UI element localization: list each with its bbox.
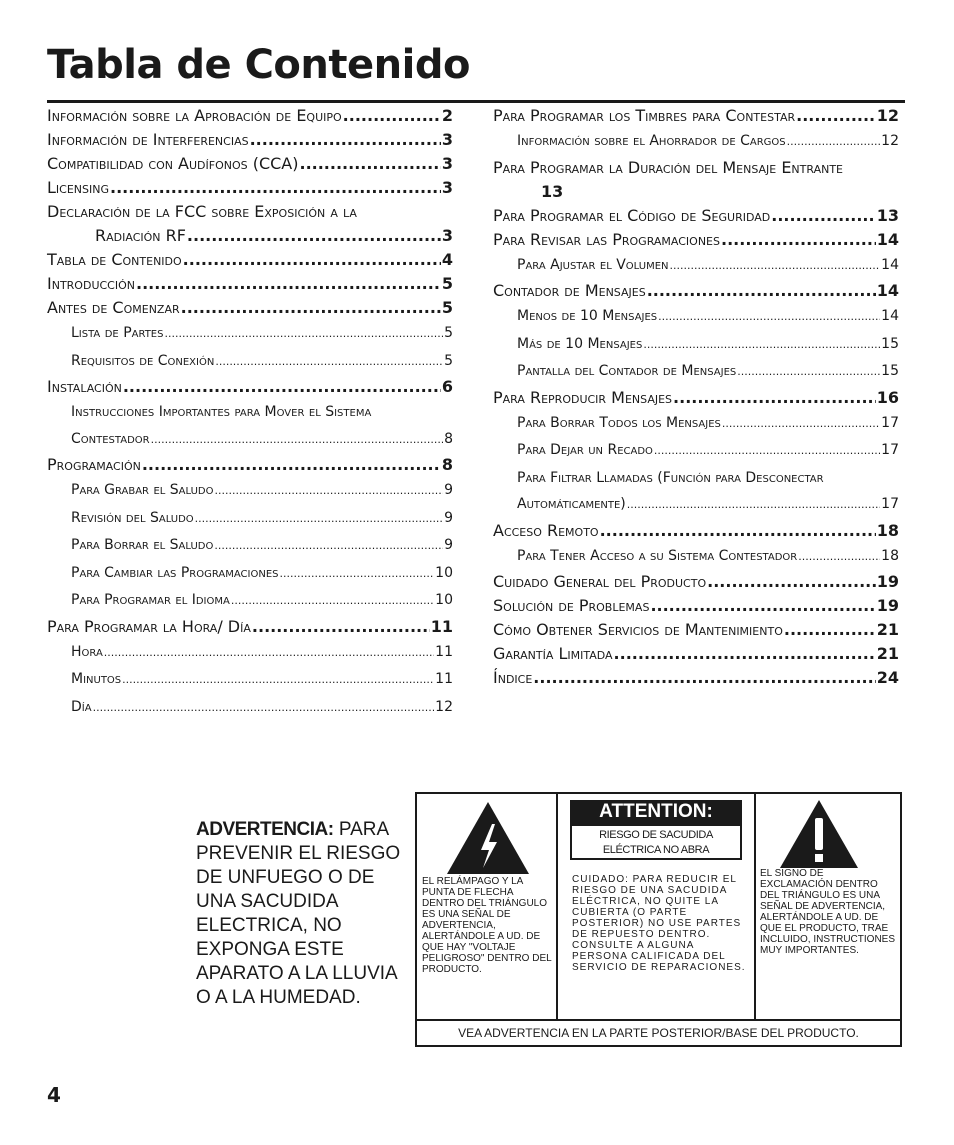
toc-entry-title: Para Tener Acceso a su Sistema Contestador: [517, 547, 798, 564]
toc-leader-dots: [93, 695, 435, 722]
toc-page-number: 8: [444, 430, 453, 447]
toc-entry: [493, 228, 899, 252]
toc-leader-dots: [643, 332, 880, 359]
warning-text: PARA PREVENIR EL RIESGO DE UNFUEGO O DE UNA SACUDIDA ELECTRICA, NO EXPONGA ESTE APARATO A LA LLUVIA O A LA HUMEDAD.: [196, 819, 401, 1008]
toc-entry: [493, 204, 899, 228]
toc-entry: [47, 375, 453, 399]
toc-page-number: 17: [881, 414, 899, 431]
toc-entry: [493, 303, 899, 331]
toc-entry: [493, 594, 899, 618]
toc-leader-dots: [627, 492, 880, 519]
toc-page-number: 12: [876, 106, 899, 125]
toc-page-number: 13: [541, 181, 564, 201]
page-number: 4: [47, 1083, 61, 1107]
toc-entry-title: Para Programar el Idioma: [71, 592, 230, 608]
toc-leader-dots: [343, 104, 441, 128]
toc-page-number: 11: [430, 616, 453, 636]
toc-entry: [47, 272, 453, 296]
toc-leader-dots: [142, 453, 441, 477]
toc-leader-dots: [122, 667, 434, 694]
toc-entry-title: Índice: [493, 668, 533, 687]
toc-page-number: 12: [881, 133, 899, 149]
exclamation-warning-icon: [778, 798, 860, 870]
toc-entry-title: Contestador: [71, 430, 150, 447]
toc-leader-dots: [614, 642, 876, 666]
toc-leader-dots: [650, 594, 875, 618]
toc-page-number: 9: [444, 537, 453, 553]
warning-notice: [196, 818, 406, 1010]
toc-page-number: 11: [435, 643, 453, 660]
exclamation-panel: [756, 794, 900, 1019]
toc-page-number: 14: [876, 229, 899, 249]
toc-page-number: 19: [876, 572, 899, 591]
toc-entry: [47, 320, 453, 348]
toc-entry-title: Para Revisar las Programaciones: [493, 229, 720, 249]
toc-entry-title: Para Dejar un Recado: [517, 442, 653, 458]
toc-entry: [493, 642, 899, 666]
toc-leader-dots: [647, 279, 876, 303]
toc-entry: [47, 505, 453, 533]
toc-entry-title: Para Borrar Todos los Mensajes: [517, 414, 721, 431]
toc-entry-title: Minutos: [71, 671, 122, 687]
toc-page-number: 21: [876, 644, 899, 663]
toc-entry-title: Solución de Problemas: [493, 596, 650, 615]
toc-entry: [47, 666, 453, 694]
toc-leader-dots: [164, 321, 443, 348]
toc-entry: [493, 437, 899, 465]
lightning-panel: [417, 794, 558, 1019]
toc-entry: [47, 694, 453, 722]
toc-entry-title: Contador de Mensajes: [493, 281, 646, 300]
toc-entry-title: Para Programar el Código de Seguridad: [493, 205, 771, 225]
toc-entry: [493, 666, 899, 690]
toc-entry: [47, 615, 453, 639]
toc-entry-title: Hora: [71, 643, 103, 660]
toc-entry-title: Para Reproducir Mensajes: [493, 387, 673, 407]
toc-leader-dots: [183, 248, 441, 272]
toc-entry-title: Para Ajustar el Volumen: [517, 256, 669, 273]
toc-page-number: 9: [444, 509, 453, 526]
toc-entry-title: Para Borrar el Saludo: [71, 537, 214, 553]
toc-entry: [493, 570, 899, 594]
toc-entry: [47, 152, 453, 176]
toc-entry: [493, 410, 899, 438]
toc-leader-dots: [214, 478, 443, 505]
toc-entry-line: Instrucciones Importantes para Mover el Sistema: [71, 404, 372, 420]
toc-page-number: 14: [881, 308, 899, 324]
toc-entry: [47, 224, 453, 248]
toc-leader-dots: [214, 533, 443, 560]
toc-leader-dots: [798, 544, 880, 571]
toc-entry-title: Información sobre el Ahorrador de Cargos: [517, 133, 786, 149]
toc-entry: [47, 587, 453, 615]
toc-entry-title: Programación: [47, 455, 141, 474]
toc-entry-title: Introducción: [47, 274, 135, 293]
toc-leader-dots: [771, 204, 875, 228]
caution-text: CUIDADO: PARA REDUCIR EL RIESGO DE UNA SACUDIDA ELÉCTRICA, NO QUITE LA CUBIERTA (O PARTE POSTERIOR) NO USE PARTES DE REPUESTO DENTRO. CONSULTE A ALGUNA PERSONA CALIFICADA DEL SERVICIO DE REPARACIONES.: [572, 874, 746, 973]
toc-entry: [47, 453, 453, 477]
toc-page-number: 24: [876, 668, 899, 687]
warning-label: ADVERTENCIA:: [196, 819, 334, 840]
toc-page-number: 6: [441, 377, 453, 396]
toc-left-column: [47, 104, 453, 721]
toc-page-number: 8: [441, 455, 453, 474]
toc-entry: [493, 386, 899, 410]
toc-entry: [47, 176, 453, 200]
toc-entry-title: Cuidado General del Producto: [493, 572, 707, 591]
attention-header: ATTENTION:: [570, 800, 742, 824]
toc-leader-dots: [250, 128, 441, 152]
toc-page-number: 12: [435, 698, 453, 715]
toc-entry: [493, 358, 899, 386]
toc-leader-dots: [181, 296, 441, 320]
toc-entry: [493, 491, 899, 519]
toc-leader-dots: [195, 506, 443, 533]
toc-leader-dots: [187, 224, 441, 248]
toc-entry-title: Radiación RF: [95, 226, 186, 245]
attention-box: [415, 792, 902, 1047]
toc-leader-dots: [299, 152, 440, 176]
toc-page-number: 17: [881, 442, 899, 458]
toc-entry-title: Para Grabar el Saludo: [71, 482, 214, 498]
toc-leader-dots: [658, 304, 880, 331]
toc-page-number: 3: [441, 178, 453, 197]
toc-entry-line: Para Programar la Duración del Mensaje Entrante: [493, 157, 843, 177]
toc-page-number: 17: [881, 496, 899, 512]
toc-page-number: 10: [435, 564, 453, 581]
toc-entry-title: Tabla de Contenido: [47, 250, 182, 269]
toc-entry-title: Cómo Obtener Servicios de Mantenimiento: [493, 620, 783, 639]
toc-page-number: 9: [444, 482, 453, 498]
toc-entry-title: Garantía Limitada: [493, 644, 613, 663]
toc-page-number: 14: [876, 281, 899, 300]
toc-entry-title: Licensing: [47, 178, 109, 197]
toc-leader-dots: [673, 386, 876, 410]
toc-page-number: 3: [441, 154, 453, 173]
toc-entry-title: Más de 10 Mensajes: [517, 335, 643, 352]
toc-entry-title: Requisitos de Conexión: [71, 352, 215, 369]
toc-entry: [493, 104, 899, 128]
toc-page-number: 15: [881, 335, 899, 352]
toc-page-number: 18: [876, 520, 899, 540]
toc-page-number: 13: [876, 205, 899, 225]
toc-entry: [47, 426, 453, 454]
toc-entry: [47, 104, 453, 128]
toc-entry: [493, 252, 899, 280]
attention-footer: VEA ADVERTENCIA EN LA PARTE POSTERIOR/BASE DEL PRODUCTO.: [417, 1019, 900, 1045]
toc-entry: [47, 296, 453, 320]
toc-leader-dots: [110, 176, 441, 200]
toc-leader-dots: [784, 618, 876, 642]
toc-entry-title: Para Programar la Hora/ Día: [47, 616, 251, 636]
toc-page-number: 5: [444, 325, 453, 341]
toc-page-number: 2: [441, 106, 453, 125]
toc-page-number: 3: [441, 130, 453, 149]
toc-leader-dots: [721, 228, 876, 252]
toc-leader-dots: [215, 349, 443, 376]
toc-page-number: 15: [881, 363, 899, 379]
toc-page-number: 14: [881, 256, 899, 273]
toc-leader-dots: [533, 666, 875, 690]
toc-leader-dots: [231, 588, 434, 615]
toc-entry: [47, 639, 453, 667]
toc-entry-title: Pantalla del Contador de Mensajes: [517, 363, 737, 379]
toc-page-number: 18: [881, 547, 899, 564]
toc-entry-title: Para Cambiar las Programaciones: [71, 564, 279, 581]
toc-entry-title: Información sobre la Aprobación de Equipo: [47, 106, 342, 125]
toc-entry-title: Para Programar los Timbres para Contestar: [493, 106, 796, 125]
exclamation-text: EL SIGNO DE EXCLAMACIÓN DENTRO DEL TRIÁNGULO ES UNA SEÑAL DE ADVERTENCIA, ALERTÁNDOLE A UD. DE QUE EL PRODUCTO, TRAE INCLUIDO, INSTRUCTIONES MUY IMPORTANTES.: [760, 868, 896, 956]
toc-entry: [47, 477, 453, 505]
toc-leader-dots: [796, 104, 876, 128]
title-rule: [47, 100, 905, 103]
toc-entry: [47, 560, 453, 588]
toc-entry: [493, 128, 899, 156]
toc-leader-dots: [670, 253, 881, 280]
lightning-text: EL RELÁMPAGO Y LA PUNTA DE FLECHA DENTRO DEL TRIÁNGULO ES UNA SEÑAL DE ADVERTENCIA, ALERTÁNDOLE A UD. DE QUE HAY "VOLTAJE PELIGROSO" DENTRO DEL PRODUCTO.: [422, 876, 552, 975]
toc-entry-title: Antes de Comenzar: [47, 298, 180, 317]
toc-leader-dots: [722, 411, 880, 438]
toc-entry-line: Para Filtrar Llamadas (Función para Desconectar: [517, 469, 824, 486]
toc-page-number: 19: [876, 596, 899, 615]
toc-page-number: 5: [441, 298, 453, 317]
toc-entry-title: Acceso Remoto: [493, 520, 599, 540]
toc-entry-title: Instalación: [47, 377, 122, 396]
toc-entry-title: Revisión del Saludo: [71, 509, 194, 526]
toc-leader-dots: [737, 359, 880, 386]
toc-entry: [493, 543, 899, 571]
toc-entry-line: Declaración de la FCC sobre Exposición a la: [47, 202, 357, 221]
toc-entry: [493, 279, 899, 303]
toc-entry: [47, 348, 453, 376]
toc-right-column: [493, 104, 899, 690]
toc-entry: [493, 519, 899, 543]
toc-entry-title: Automáticamente): [517, 496, 626, 512]
toc-leader-dots: [600, 519, 876, 543]
toc-leader-dots: [151, 427, 443, 454]
toc-entry: [47, 248, 453, 272]
toc-entry: [47, 128, 453, 152]
toc-entry-title: Información de Interferencias: [47, 130, 249, 149]
toc-entry-title: Menos de 10 Mensajes: [517, 308, 658, 324]
toc-leader-dots: [252, 615, 430, 639]
toc-leader-dots: [707, 570, 876, 594]
toc-page-number: 3: [441, 226, 453, 245]
toc-leader-dots: [123, 375, 441, 399]
toc-entry: [493, 331, 899, 359]
toc-page-number: 5: [444, 352, 453, 369]
toc-entry-title: Día: [71, 698, 92, 715]
toc-entry: [493, 618, 899, 642]
toc-page-number: 5: [441, 274, 453, 293]
toc-leader-dots: [136, 272, 441, 296]
shock-risk-label: RIESGO DE SACUDIDA ELÉCTRICA NO ABRA: [570, 824, 742, 860]
toc-page-number: 21: [876, 620, 899, 639]
toc-page-number: 4: [441, 250, 453, 269]
lightning-warning-icon: [445, 800, 531, 876]
toc-leader-dots: [787, 129, 881, 156]
toc-leader-dots: [280, 561, 435, 588]
toc-page-number: 16: [876, 387, 899, 407]
toc-leader-dots: [104, 640, 434, 667]
toc-entry-title: Compatibilidad con Audífonos (CCA): [47, 154, 299, 173]
toc-page-number: 11: [435, 671, 453, 687]
toc-leader-dots: [654, 438, 880, 465]
toc-page-number: 10: [435, 592, 453, 608]
toc-entry-title: Lista de Partes: [71, 325, 164, 341]
toc-entry: [47, 532, 453, 560]
page-title: Tabla de Contenido: [47, 42, 470, 88]
caution-panel: [558, 794, 756, 1019]
